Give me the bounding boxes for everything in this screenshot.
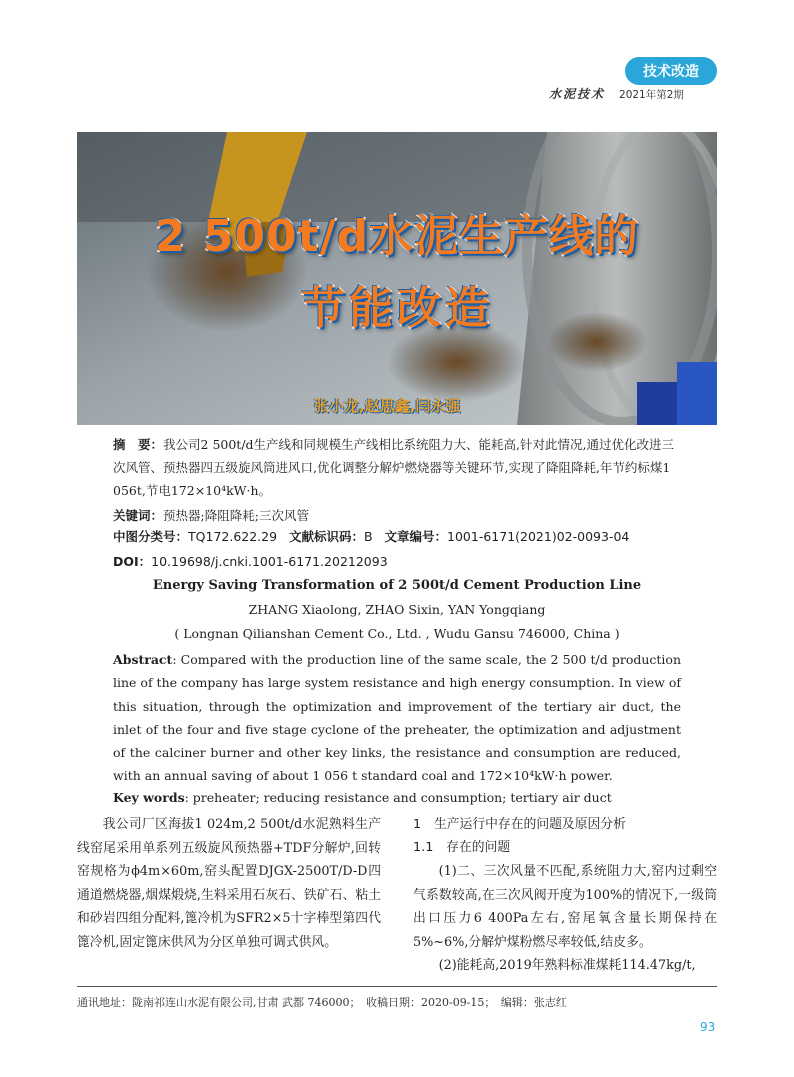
english-affiliation: ( Longnan Qilianshan Cement Co., Ltd. , Wudu Gansu 746000, China ) — [174, 626, 620, 641]
section-tag: 技术改造 — [625, 57, 717, 85]
keywords-en-text: : preheater; reducing resistance and consumption; tertiary air duct — [184, 790, 612, 805]
english-title: Energy Saving Transformation of 2 500t/d Cement Production Line — [152, 578, 642, 593]
doc-code-label: 文献标识码： — [288, 529, 364, 544]
english-authors: ZHANG Xiaolong, ZHAO Sixin, YAN Yongqiang — [248, 602, 546, 617]
body-right-paragraph-1: (1)二、三次风量不匹配,系统阻力大,窑内过剩空气系数较高,在三次风阀开度为100%的情况下,一级筒出口压力6 400Pa左右,窑尾氧含量长期保持在5%~6%,分解炉煤粉燃尽率较低,结皮多。 — [413, 864, 717, 950]
banner-authors: 张小龙,赵思鑫,闫永强 — [314, 397, 461, 415]
body-right-column — [413, 860, 717, 978]
clc-label: 中图分类号： — [113, 529, 189, 544]
keywords-zh-label: 关键词： — [113, 508, 164, 523]
clc-value: TQ172.622.29 — [188, 529, 278, 544]
abstract-zh-text: 我公司2 500t/d生产线和同规模生产线相比系统阻力大、能耗高,针对此情况,通过优化改进三次风管、预热器四五级旋风筒进风口,优化调整分解炉燃烧器等关键环节,实现了降阻降耗,年节约标煤1 056t,节电172×10⁴kW·h。 — [113, 437, 674, 498]
keywords-en-label: Key words — [113, 790, 185, 805]
doc-code-value: B — [364, 529, 373, 544]
doi-value: 10.19698/j.cnki.1001-6171.20212093 — [151, 554, 388, 569]
keywords-zh-text: 预热器;降阻降耗;三次风管 — [163, 508, 309, 523]
doi-line — [113, 552, 388, 570]
section-heading-1-1: 1.1 存在的问题 — [413, 840, 511, 855]
body-right-paragraph-2: (2)能耗高,2019年熟料标准煤耗114.47kg/t, — [438, 958, 696, 973]
article-no-label: 文章编号： — [384, 529, 448, 544]
abstract-en-text: : Compared with the production line of the same scale, the 2 500 t/d production line of the company has large system resistance and high energy consumption. In view of this situation, through the optimization and improvement of the tertiary air duct, the inlet of the four and five stage cyclone of the preheater, the optimization and adjustment of the calciner burner and other key links, the resistance and consumption are reduced, with an annual saving of about 1 056 t standard coal and 172×10⁴kW·h power. — [113, 652, 681, 784]
english-abstract — [113, 648, 681, 788]
footnote: 通讯地址：陇南祁连山水泥有限公司,甘肃 武都 746000； 收稿日期：2020-09-15； 编辑：张志红 — [77, 996, 567, 1009]
chinese-keywords — [113, 504, 309, 527]
footnote-divider — [77, 986, 717, 987]
chinese-abstract — [113, 433, 683, 502]
body-left-paragraph: 我公司厂区海拔1 024m,2 500t/d水泥熟料生产线窑尾采用单系列五级旋风预热器+TDF分解炉,回转窑规格为ϕ4m×60m,窑头配置DJGX-2500T/D-D四通道燃烧器,烟煤煅烧,生料采用石灰石、铁矿石、粘土和砂岩四组分配料,篦冷机为SFR2×5十字棒型第四代篦冷机,固定篦床供风为分区单独可调式供风。 — [77, 817, 381, 950]
page-number: 93 — [700, 1020, 716, 1034]
article-no-value: 1001-6171(2021)02-0093-04 — [447, 529, 630, 544]
classification-line — [113, 527, 629, 545]
article-title-line1: 2 500t/d水泥生产线的 — [154, 211, 640, 262]
journal-issue: 2021年第2期 — [619, 89, 684, 101]
journal-header — [549, 85, 684, 102]
section-heading-1: 1 生产运行中存在的问题及原因分析 — [413, 817, 626, 832]
journal-name: 水泥技术 — [549, 87, 606, 101]
doi-label: DOI： — [113, 554, 152, 569]
abstract-en-label: Abstract — [113, 652, 173, 667]
abstract-zh-label: 摘 要： — [113, 437, 164, 452]
article-title-line2: 节能改造 — [301, 283, 493, 334]
english-keywords — [113, 790, 612, 805]
